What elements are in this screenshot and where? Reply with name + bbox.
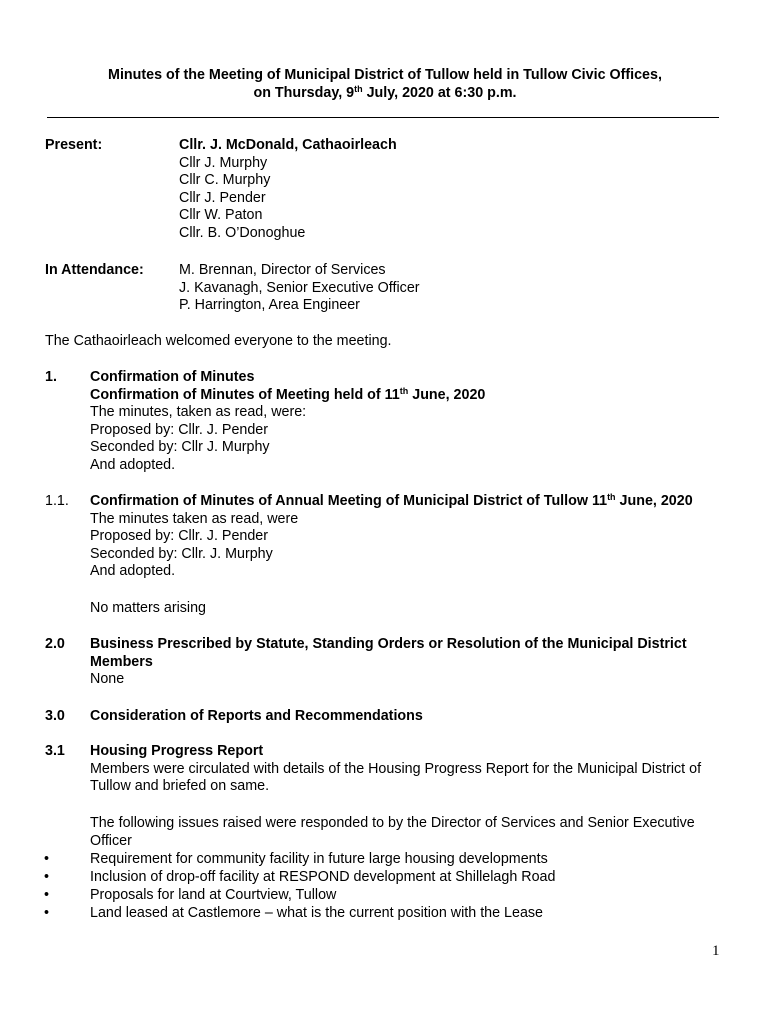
item-3-1-para-2: The following issues raised were responded to by the Director of Services and Senior Executive Officer — [90, 815, 695, 849]
attendance-list — [179, 262, 420, 315]
present-list — [179, 137, 397, 243]
item-1-line: The minutes, taken as read, were: — [90, 404, 307, 421]
item-1-1-block — [90, 493, 730, 581]
item-3-1-heading: Housing Progress Report — [90, 743, 264, 759]
present-member: Cllr. B. O’Donoghue — [179, 224, 306, 241]
item-3-1-number: 3.1 — [45, 743, 65, 759]
bullet-icon: • — [44, 887, 50, 903]
item-1-heading: Confirmation of Minutes — [90, 369, 255, 385]
present-member: Cllr. J. McDonald, Cathaoirleach — [179, 137, 397, 153]
bullet-icon: • — [44, 905, 50, 921]
item-3-number: 3.0 — [45, 708, 65, 724]
title-line-2: on Thursday, 9th July, 2020 at 6:30 p.m. — [253, 84, 517, 101]
bullet-item: Requirement for community facility in future large housing developments — [90, 851, 548, 867]
item-3-heading: Consideration of Reports and Recommendations — [90, 708, 423, 724]
attendance-member: M. Brennan, Director of Services — [179, 262, 386, 278]
item-1-block — [90, 369, 730, 475]
title-divider — [47, 117, 719, 118]
item-1-1-heading: Confirmation of Minutes of Annual Meeting of Municipal District of Tullow 11th June, 2020 — [90, 492, 693, 509]
present-member: Cllr J. Murphy — [179, 154, 268, 171]
present-member: Cllr C. Murphy — [179, 172, 271, 189]
item-3-1-para-1: Members were circulated with details of the Housing Progress Report for the Municipal District of Tullow and briefed on same. — [90, 760, 702, 795]
item-1-1-note: No matters arising — [90, 600, 207, 616]
attendance-label: In Attendance: — [45, 262, 144, 278]
welcome-text: The Cathaoirleach welcomed everyone to the meeting. — [45, 333, 392, 349]
bullet-icon: • — [44, 851, 50, 867]
present-label: Present: — [45, 137, 103, 153]
page-number: 1 — [712, 943, 720, 959]
item-1-1-line: And adopted. — [90, 563, 176, 580]
item-1-line: Proposed by: Cllr. J. Pender — [90, 421, 269, 438]
item-1-1-line: The minutes taken as read, were — [90, 510, 299, 527]
item-2-text: None — [90, 671, 125, 688]
item-2-number: 2.0 — [45, 636, 65, 652]
item-2-block — [90, 636, 730, 689]
attendance-member: J. Kavanagh, Senior Executive Officer — [179, 279, 420, 296]
item-1-1-line: Seconded by: Cllr. J. Murphy — [90, 545, 273, 562]
item-1-1-number: 1.1. — [45, 493, 69, 509]
bullet-item: Proposals for land at Courtview, Tullow — [90, 887, 337, 903]
present-member: Cllr W. Paton — [179, 207, 263, 224]
bullet-icon: • — [44, 869, 50, 885]
attendance-member: P. Harrington, Area Engineer — [179, 297, 360, 314]
page-title — [40, 66, 730, 102]
item-1-1-line: Proposed by: Cllr. J. Pender — [90, 528, 269, 545]
item-1-number: 1. — [45, 369, 57, 385]
title-line-1: Minutes of the Meeting of Municipal District of Tullow held in Tullow Civic Offices, — [108, 67, 662, 83]
item-3-1-block — [90, 743, 730, 796]
item-1-line: And adopted. — [90, 456, 176, 473]
present-member: Cllr J. Pender — [179, 189, 266, 206]
item-1-line: Seconded by: Cllr J. Murphy — [90, 439, 270, 456]
bullet-item: Land leased at Castlemore – what is the current position with the Lease — [90, 905, 543, 921]
bullet-item: Inclusion of drop-off facility at RESPOND development at Shillelagh Road — [90, 869, 556, 885]
item-2-heading: Business Prescribed by Statute, Standing Orders or Resolution of the Municipal District Members — [90, 636, 687, 670]
item-1-subheading: Confirmation of Minutes of Meeting held of 11th June, 2020 — [90, 385, 486, 403]
